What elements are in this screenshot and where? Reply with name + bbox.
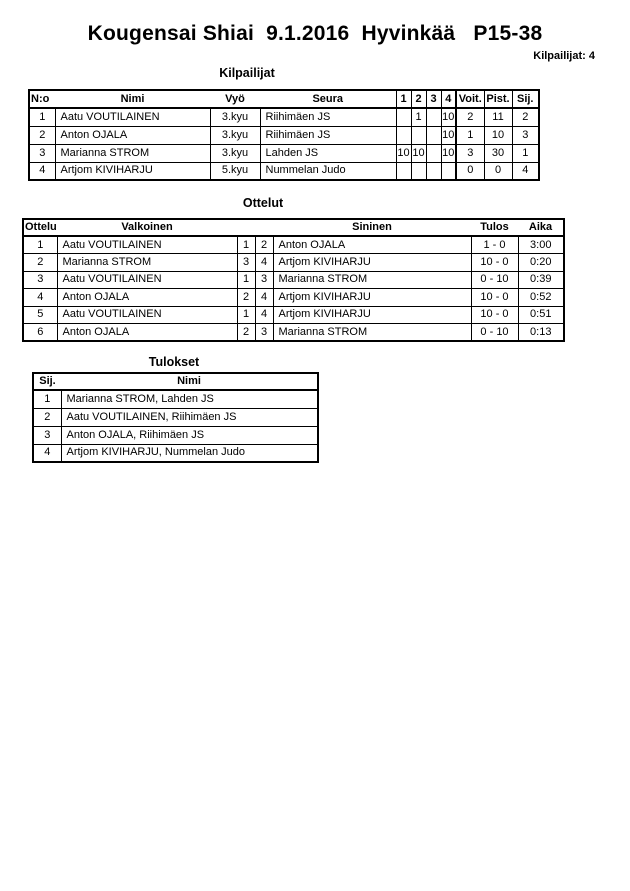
cell-sij: 4 [512,162,539,180]
cell-nimi: Anton OJALA [55,126,210,144]
cell-white-no: 2 [237,324,255,342]
cell-seura: Lahden JS [260,144,396,162]
col-header-sij: Sij. [512,90,539,108]
cell-sininen: Marianna STROM [273,324,471,342]
cell-no: 1 [29,108,55,126]
cell-match-no: 6 [23,324,57,342]
table-row [33,444,318,462]
cell-score-4: 10 [441,108,456,126]
cell-blue-no: 4 [255,254,273,272]
cell-score-1 [396,126,411,144]
cell-score-1: 10 [396,144,411,162]
col-header-tulos: Tulos [471,219,518,236]
cell-score-3 [426,162,441,180]
page-title: Kougensai Shiai 9.1.2016 Hyvinkää P15-38 [87,22,543,45]
cell-score-2: 10 [411,144,426,162]
cell-sininen: Marianna STROM [273,271,471,289]
table-row [23,324,564,342]
cell-match-no: 2 [23,254,57,272]
cell-blue-no: 4 [255,289,273,307]
col-header-ottelu: Ottelu [23,219,57,236]
col-header-1: 1 [396,90,411,108]
table-row [33,426,318,444]
col-header-pist: Pist. [484,90,512,108]
cell-pist: 11 [484,108,512,126]
cell-sininen: Artjom KIVIHARJU [273,289,471,307]
table-row [23,306,564,324]
participants-count-label: Kilpailijat: 4 [533,50,595,62]
col-header-nimi: Nimi [61,373,318,390]
cell-match-no: 4 [23,289,57,307]
table-row [23,236,564,254]
cell-valkoinen: Anton OJALA [57,324,237,342]
cell-sininen: Artjom KIVIHARJU [273,254,471,272]
table-row [33,390,318,408]
cell-vyo: 3.kyu [210,126,260,144]
cell-sij: 1 [33,390,61,408]
cell-tulos: 0 - 10 [471,271,518,289]
cell-aika: 0:52 [518,289,564,307]
cell-sij: 3 [33,426,61,444]
table-row [29,162,539,180]
table-row [29,108,539,126]
col-header-voit: Voit. [456,90,484,108]
col-header-2: 2 [411,90,426,108]
table-row [23,254,564,272]
cell-sininen: Artjom KIVIHARJU [273,306,471,324]
cell-voit: 2 [456,108,484,126]
cell-tulos: 10 - 0 [471,289,518,307]
cell-match-no: 3 [23,271,57,289]
col-header-3: 3 [426,90,441,108]
table-header-row [33,373,318,390]
cell-score-4 [441,162,456,180]
cell-match-no: 1 [23,236,57,254]
cell-white-no: 3 [237,254,255,272]
cell-nimi: Marianna STROM [55,144,210,162]
cell-sij: 2 [33,408,61,426]
cell-pist: 10 [484,126,512,144]
cell-sij: 3 [512,126,539,144]
cell-sij: 2 [512,108,539,126]
cell-score-4: 10 [441,126,456,144]
cell-blue-no: 3 [255,324,273,342]
table-row [23,289,564,307]
cell-vyo: 3.kyu [210,144,260,162]
cell-blue-no: 3 [255,271,273,289]
cell-sij: 1 [512,144,539,162]
competitors-table [28,89,540,181]
col-header-white-no [237,219,255,236]
table-header-row [29,90,539,108]
cell-valkoinen: Marianna STROM [57,254,237,272]
section-title-ottelut: Ottelut [242,196,284,210]
cell-seura: Nummelan Judo [260,162,396,180]
cell-tulos: 10 - 0 [471,254,518,272]
cell-blue-no: 2 [255,236,273,254]
cell-voit: 0 [456,162,484,180]
cell-sij: 4 [33,444,61,462]
cell-aika: 0:51 [518,306,564,324]
table-row [29,144,539,162]
cell-white-no: 1 [237,306,255,324]
cell-tulos: 0 - 10 [471,324,518,342]
cell-no: 3 [29,144,55,162]
col-header-no: N:o [29,90,55,108]
cell-nimi: Marianna STROM, Lahden JS [61,390,318,408]
cell-white-no: 1 [237,271,255,289]
col-header-valkoinen: Valkoinen [57,219,237,236]
cell-nimi: Anton OJALA, Riihimäen JS [61,426,318,444]
cell-aika: 3:00 [518,236,564,254]
cell-score-3 [426,144,441,162]
cell-valkoinen: Aatu VOUTILAINEN [57,306,237,324]
cell-valkoinen: Aatu VOUTILAINEN [57,271,237,289]
cell-valkoinen: Aatu VOUTILAINEN [57,236,237,254]
cell-vyo: 3.kyu [210,108,260,126]
cell-aika: 0:20 [518,254,564,272]
cell-no: 4 [29,162,55,180]
col-header-sij: Sij. [33,373,61,390]
table-row [23,271,564,289]
cell-tulos: 10 - 0 [471,306,518,324]
cell-pist: 30 [484,144,512,162]
cell-voit: 1 [456,126,484,144]
cell-aika: 0:13 [518,324,564,342]
table-row [33,408,318,426]
col-header-sininen: Sininen [273,219,471,236]
cell-aika: 0:39 [518,271,564,289]
cell-score-2 [411,162,426,180]
cell-match-no: 5 [23,306,57,324]
cell-seura: Riihimäen JS [260,108,396,126]
table-row [29,126,539,144]
matches-table [22,218,565,342]
cell-score-2: 1 [411,108,426,126]
cell-score-4: 10 [441,144,456,162]
cell-valkoinen: Anton OJALA [57,289,237,307]
cell-sininen: Anton OJALA [273,236,471,254]
cell-score-1 [396,162,411,180]
cell-score-3 [426,126,441,144]
cell-nimi: Artjom KIVIHARJU, Nummelan Judo [61,444,318,462]
cell-score-1 [396,108,411,126]
col-header-aika: Aika [518,219,564,236]
cell-nimi: Aatu VOUTILAINEN, Riihimäen JS [61,408,318,426]
cell-vyo: 5.kyu [210,162,260,180]
cell-score-2 [411,126,426,144]
section-title-tulokset: Tulokset [148,355,200,369]
col-header-4: 4 [441,90,456,108]
cell-nimi: Artjom KIVIHARJU [55,162,210,180]
cell-score-3 [426,108,441,126]
cell-white-no: 2 [237,289,255,307]
results-table [32,372,319,463]
table-header-row [23,219,564,236]
cell-pist: 0 [484,162,512,180]
cell-tulos: 1 - 0 [471,236,518,254]
col-header-nimi: Nimi [55,90,210,108]
col-header-vyo: Vyö [210,90,260,108]
cell-white-no: 1 [237,236,255,254]
cell-nimi: Aatu VOUTILAINEN [55,108,210,126]
col-header-blue-no [255,219,273,236]
cell-no: 2 [29,126,55,144]
cell-blue-no: 4 [255,306,273,324]
cell-voit: 3 [456,144,484,162]
section-title-kilpailijat: Kilpailijat [219,66,275,80]
cell-seura: Riihimäen JS [260,126,396,144]
col-header-seura: Seura [260,90,396,108]
